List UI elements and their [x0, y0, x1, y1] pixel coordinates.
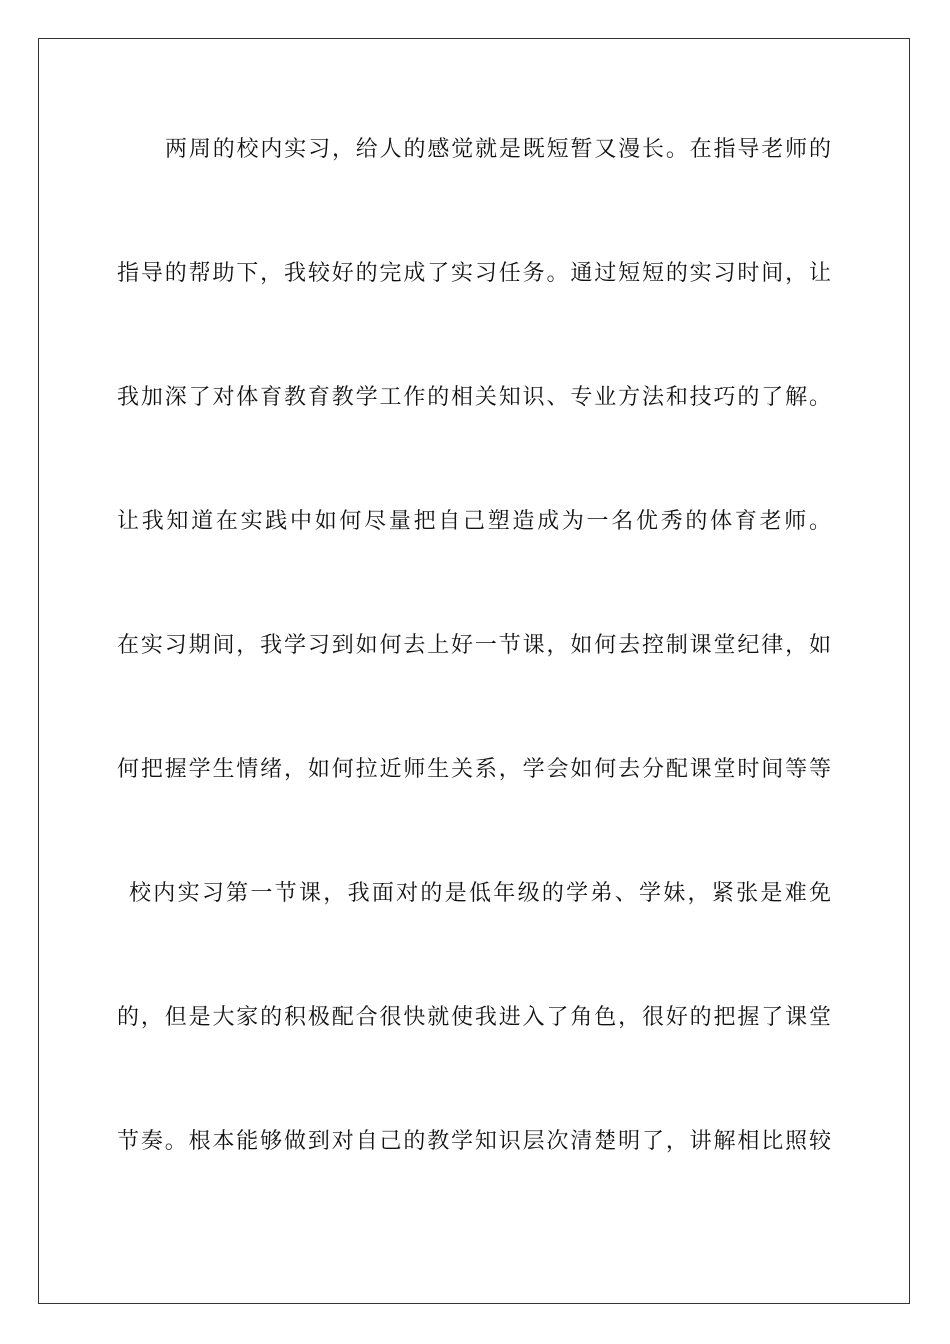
paragraph-line-4: 让我知道在实践中如何尽量把自己塑造成为一名优秀的体育老师。 [117, 509, 831, 534]
paragraph-line-1: 两周的校内实习，给人的感觉就是既短暂又漫长。在指导老师的 [165, 137, 831, 162]
paragraph-line-2: 指导的帮助下，我较好的完成了实习任务。通过短短的实习时间，让 [117, 261, 831, 286]
paragraph-line-7: 校内实习第一节课，我面对的是低年级的学弟、学妹，紧张是难免 [129, 881, 831, 906]
document-page [38, 38, 910, 1304]
paragraph-line-3: 我加深了对体育教育教学工作的相关知识、专业方法和技巧的了解。 [117, 385, 831, 410]
paragraph-line-8: 的，但是大家的积极配合很快就使我进入了角色，很好的把握了课堂 [117, 1005, 831, 1030]
paragraph-line-9: 节奏。根本能够做到对自己的教学知识层次清楚明了，讲解相比照较 [117, 1129, 831, 1154]
paragraph-line-6: 何把握学生情绪，如何拉近师生关系，学会如何去分配课堂时间等等 [117, 757, 831, 782]
paragraph-line-5: 在实习期间，我学习到如何去上好一节课，如何去控制课堂纪律，如 [117, 633, 831, 658]
